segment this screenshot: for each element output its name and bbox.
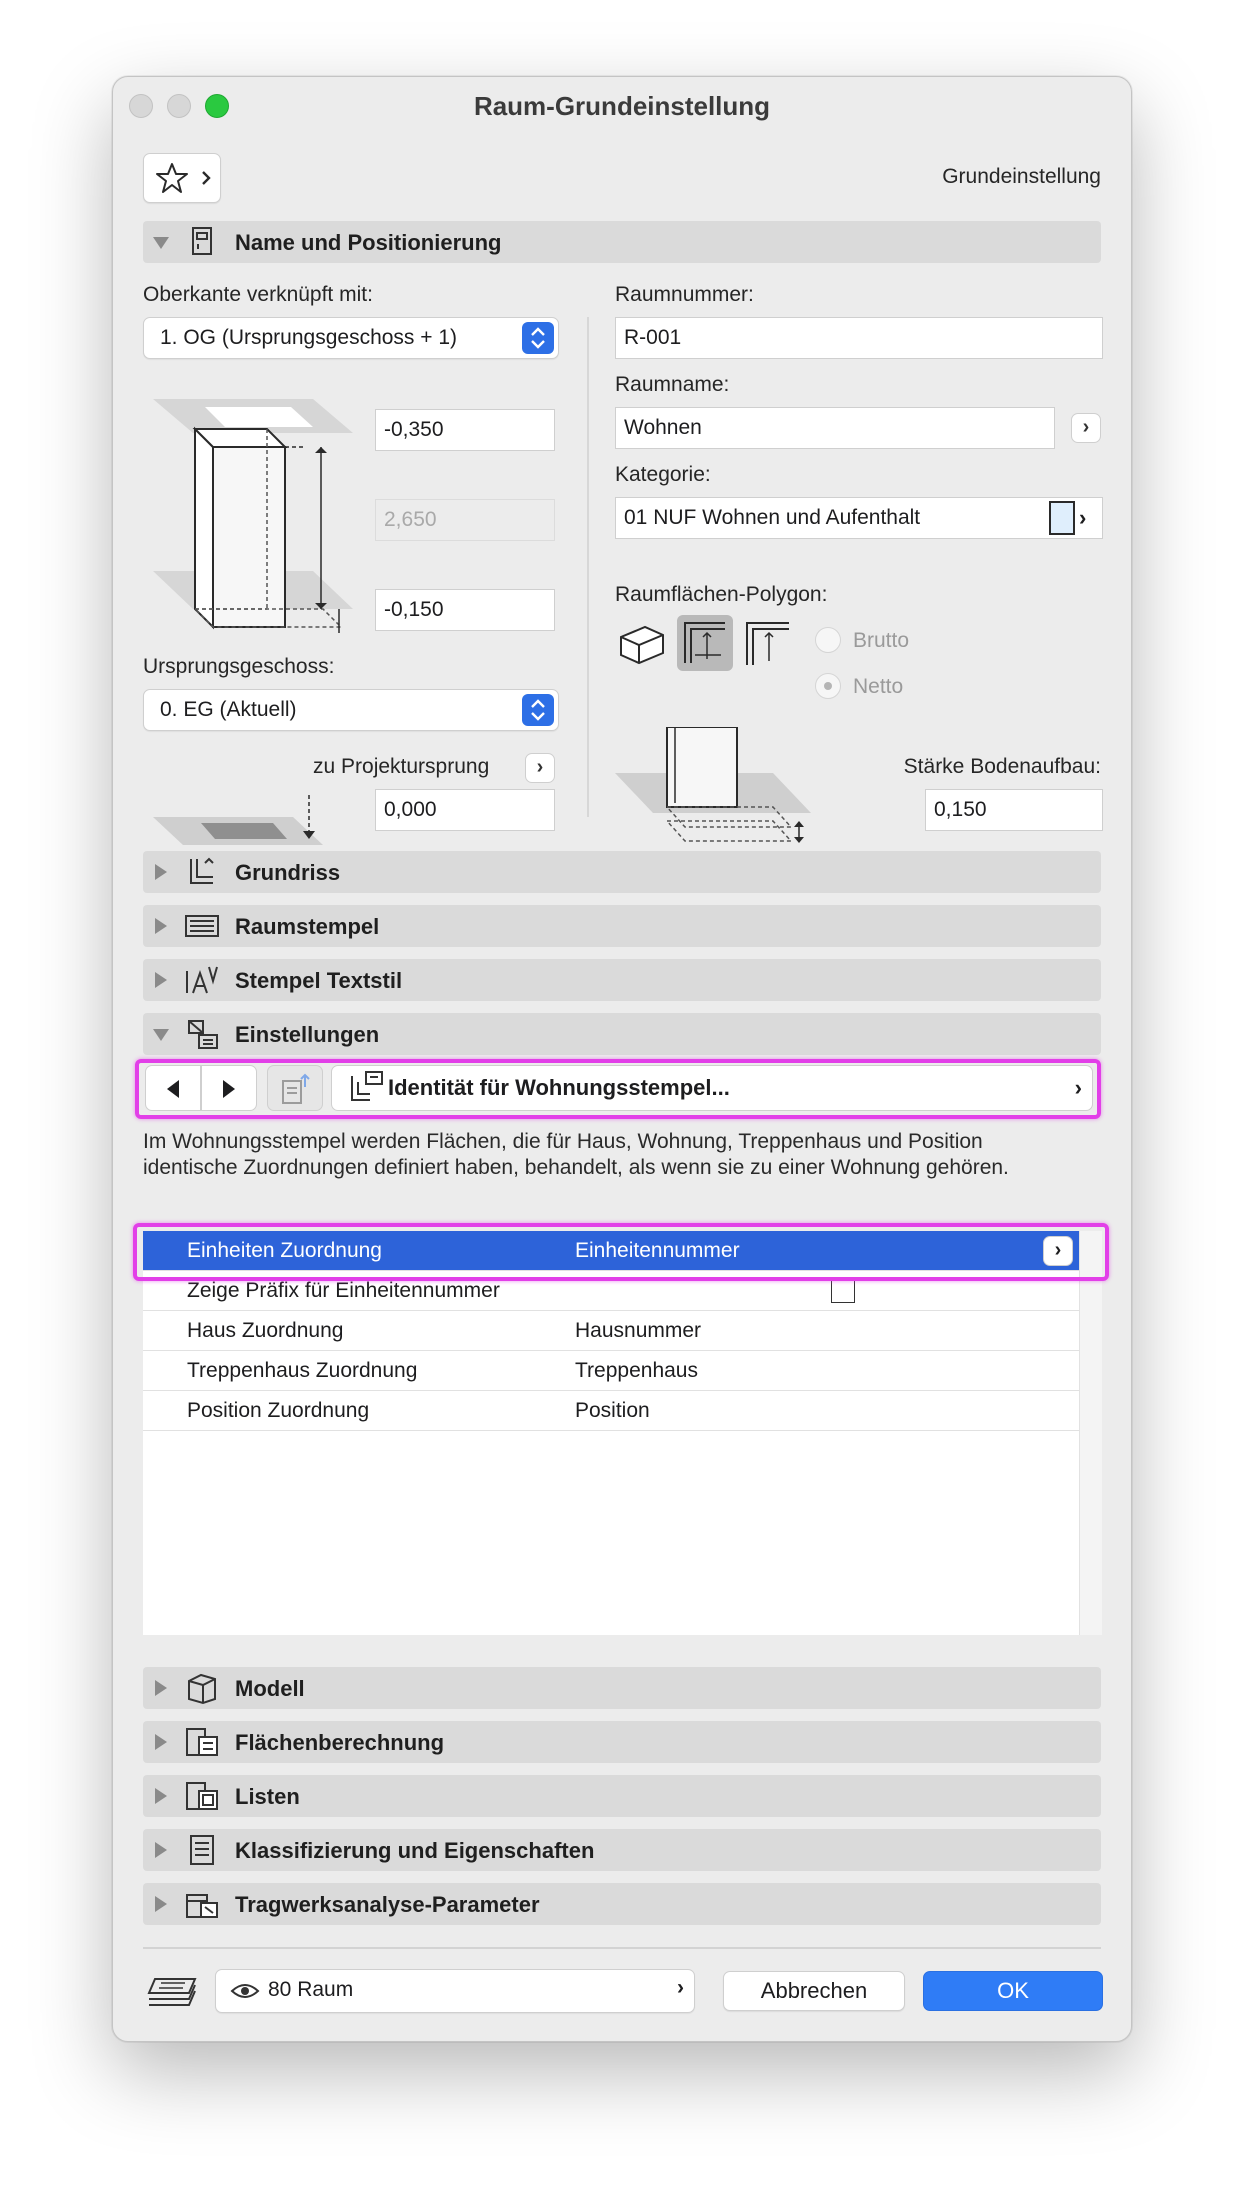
gross-radio: [815, 627, 841, 653]
dialog-window: [112, 76, 1132, 2042]
default-settings-label: Grundeinstellung: [942, 165, 1101, 188]
section-modell[interactable]: [143, 1667, 1101, 1709]
top-link-value: 1. OG (Ursprungsgeschoss + 1): [160, 326, 458, 349]
text-style-icon: [183, 963, 221, 997]
top-link-popup[interactable]: [143, 317, 559, 359]
table-row[interactable]: [143, 1391, 1079, 1431]
settings-description: Im Wohnungsstempel werden Flächen, die für Haus, Wohnung, Treppenhaus und Position identische Zuordnungen definiert haben, behandelt, als wenn sie zu einer Wohnung gehören.: [143, 1130, 1009, 1179]
structural-analysis-icon: [183, 1887, 221, 1921]
top-link-label: Oberkante verknüpft mit:: [143, 283, 373, 306]
disclosure-closed-icon: [155, 1788, 167, 1804]
section-klassifizierung[interactable]: [143, 1829, 1101, 1871]
net-radio: [815, 673, 841, 699]
section-tragwerk[interactable]: [143, 1883, 1101, 1925]
disclosure-closed-icon: [155, 1734, 167, 1750]
floor-thickness-diagram: [613, 727, 823, 857]
disclosure-closed-icon: [155, 1680, 167, 1696]
section-grundriss[interactable]: [143, 851, 1101, 893]
footer-divider: [143, 1947, 1101, 1949]
room-height-diagram: [143, 397, 353, 647]
net-label: Netto: [853, 675, 904, 698]
polygon-label: Raumflächen-Polygon:: [615, 583, 828, 606]
origin-story-value: 0. EG (Aktuell): [160, 698, 297, 721]
settings-page-title: Identität für Wohnungsstempel...: [388, 1075, 730, 1100]
table-scrollbar[interactable]: [1079, 1231, 1102, 1635]
room-name-field[interactable]: Wohnen: [615, 407, 1055, 449]
table-row[interactable]: [143, 1311, 1079, 1351]
section-listen[interactable]: [143, 1775, 1101, 1817]
section-title: Grundriss: [235, 860, 341, 885]
param-value: Position: [575, 1399, 650, 1422]
section-title: Modell: [235, 1676, 305, 1701]
section-title: Name und Positionierung: [235, 230, 502, 255]
section-title: Flächenberechnung: [235, 1730, 445, 1755]
chevron-right-icon: ›: [1074, 1075, 1082, 1100]
room-number-field[interactable]: R-001: [615, 317, 1103, 359]
param-name: Treppenhaus Zuordnung: [187, 1359, 418, 1382]
popup-stepper-icon: [522, 322, 554, 354]
section-title: Stempel Textstil: [235, 968, 403, 993]
section-name-positioning[interactable]: [143, 221, 1101, 263]
param-value: Treppenhaus: [575, 1359, 698, 1382]
section-title: Listen: [235, 1784, 300, 1809]
project-zero-icon: [143, 793, 343, 853]
section-title: Tragwerksanalyse-Parameter: [235, 1892, 540, 1917]
prefix-checkbox[interactable]: [831, 1279, 855, 1303]
section-raumstempel[interactable]: [143, 905, 1101, 947]
layer-value: 80 Raum: [268, 1978, 354, 2001]
section-title: Klassifizierung und Eigenschaften: [235, 1838, 595, 1863]
section-flaechenberechnung[interactable]: [143, 1721, 1101, 1763]
disclosure-closed-icon: [155, 864, 167, 880]
room-tag-icon: [183, 225, 221, 259]
chevron-right-icon: ›: [677, 1976, 684, 1999]
gross-label: Brutto: [853, 629, 910, 652]
room-number-label: Raumnummer:: [615, 283, 754, 306]
area-calculation-icon: [183, 1725, 221, 1759]
category-chevron-icon[interactable]: ›: [1079, 505, 1087, 530]
section-title: Raumstempel: [235, 914, 380, 939]
cancel-button[interactable]: Abbrechen: [723, 1971, 905, 2011]
origin-story-popup[interactable]: [143, 689, 559, 731]
layers-icon: [145, 1975, 199, 2015]
section-stempel-textstil[interactable]: [143, 959, 1101, 1001]
chevron-right-icon: [200, 170, 212, 186]
disclosure-closed-icon: [155, 918, 167, 934]
settings-icon: [183, 1017, 221, 1051]
category-value: 01 NUF Wohnen und Aufenthalt: [624, 506, 921, 529]
ok-button[interactable]: OK: [923, 1971, 1103, 2011]
project-zero-chevron-button[interactable]: ›: [525, 753, 555, 783]
param-value: Hausnummer: [575, 1319, 702, 1342]
bottom-offset-field[interactable]: -0,150: [375, 589, 555, 631]
layer-selector[interactable]: [215, 1969, 695, 2013]
polygon-3d-icon[interactable]: [615, 619, 667, 669]
category-color-swatch: [1049, 501, 1075, 535]
param-name: Position Zuordnung: [187, 1399, 370, 1422]
column-separator: [587, 317, 589, 817]
project-zero-field[interactable]: 0,000: [375, 789, 555, 831]
polygon-inner-icon: [677, 615, 733, 671]
param-chevron-button[interactable]: ›: [1043, 1236, 1073, 1266]
room-name-label: Raumname:: [615, 373, 730, 396]
param-name: Einheiten Zuordnung: [187, 1239, 382, 1262]
category-label: Kategorie:: [615, 463, 711, 486]
disclosure-open-icon: [153, 237, 169, 249]
zone-stamp-icon: [183, 909, 221, 943]
listing-icon: [183, 1779, 221, 1813]
section-einstellungen[interactable]: [143, 1013, 1101, 1055]
disclosure-closed-icon: [155, 1842, 167, 1858]
popup-stepper-icon: [522, 694, 554, 726]
table-row[interactable]: [143, 1351, 1079, 1391]
height-field: 2,650: [375, 499, 555, 541]
disclosure-closed-icon: [155, 972, 167, 988]
model-icon: [183, 1671, 221, 1705]
favorites-button[interactable]: [143, 153, 221, 203]
star-icon: [154, 160, 190, 196]
polygon-inner-button[interactable]: [677, 615, 733, 671]
section-title: Einstellungen: [235, 1022, 380, 1047]
parameter-table: [143, 1231, 1101, 1635]
room-name-chevron-button[interactable]: ›: [1071, 413, 1101, 443]
highlight-settings-nav: [135, 1059, 1101, 1119]
top-offset-field[interactable]: -0,350: [375, 409, 555, 451]
param-name: Zeige Präfix für Einheitennummer: [187, 1279, 500, 1302]
origin-story-label: Ursprungsgeschoss:: [143, 655, 335, 678]
disclosure-open-icon: [153, 1029, 169, 1041]
window-title: Raum-Grundeinstellung: [473, 91, 771, 121]
polygon-outer-icon[interactable]: [743, 619, 793, 669]
classification-icon: [183, 1833, 221, 1867]
floor-plan-icon: [183, 855, 221, 889]
floor-thickness-label: Stärke Bodenaufbau:: [903, 755, 1101, 778]
eye-icon: [230, 1981, 260, 2001]
param-value: Einheitennummer: [575, 1239, 740, 1262]
project-zero-label: zu Projektursprung: [313, 755, 490, 778]
highlight-selected-row: [133, 1223, 1109, 1281]
category-field[interactable]: [615, 497, 1103, 539]
param-name: Haus Zuordnung: [187, 1319, 344, 1342]
floor-thickness-field[interactable]: 0,150: [925, 789, 1103, 831]
title-bar: [113, 77, 1131, 133]
disclosure-closed-icon: [155, 1896, 167, 1912]
